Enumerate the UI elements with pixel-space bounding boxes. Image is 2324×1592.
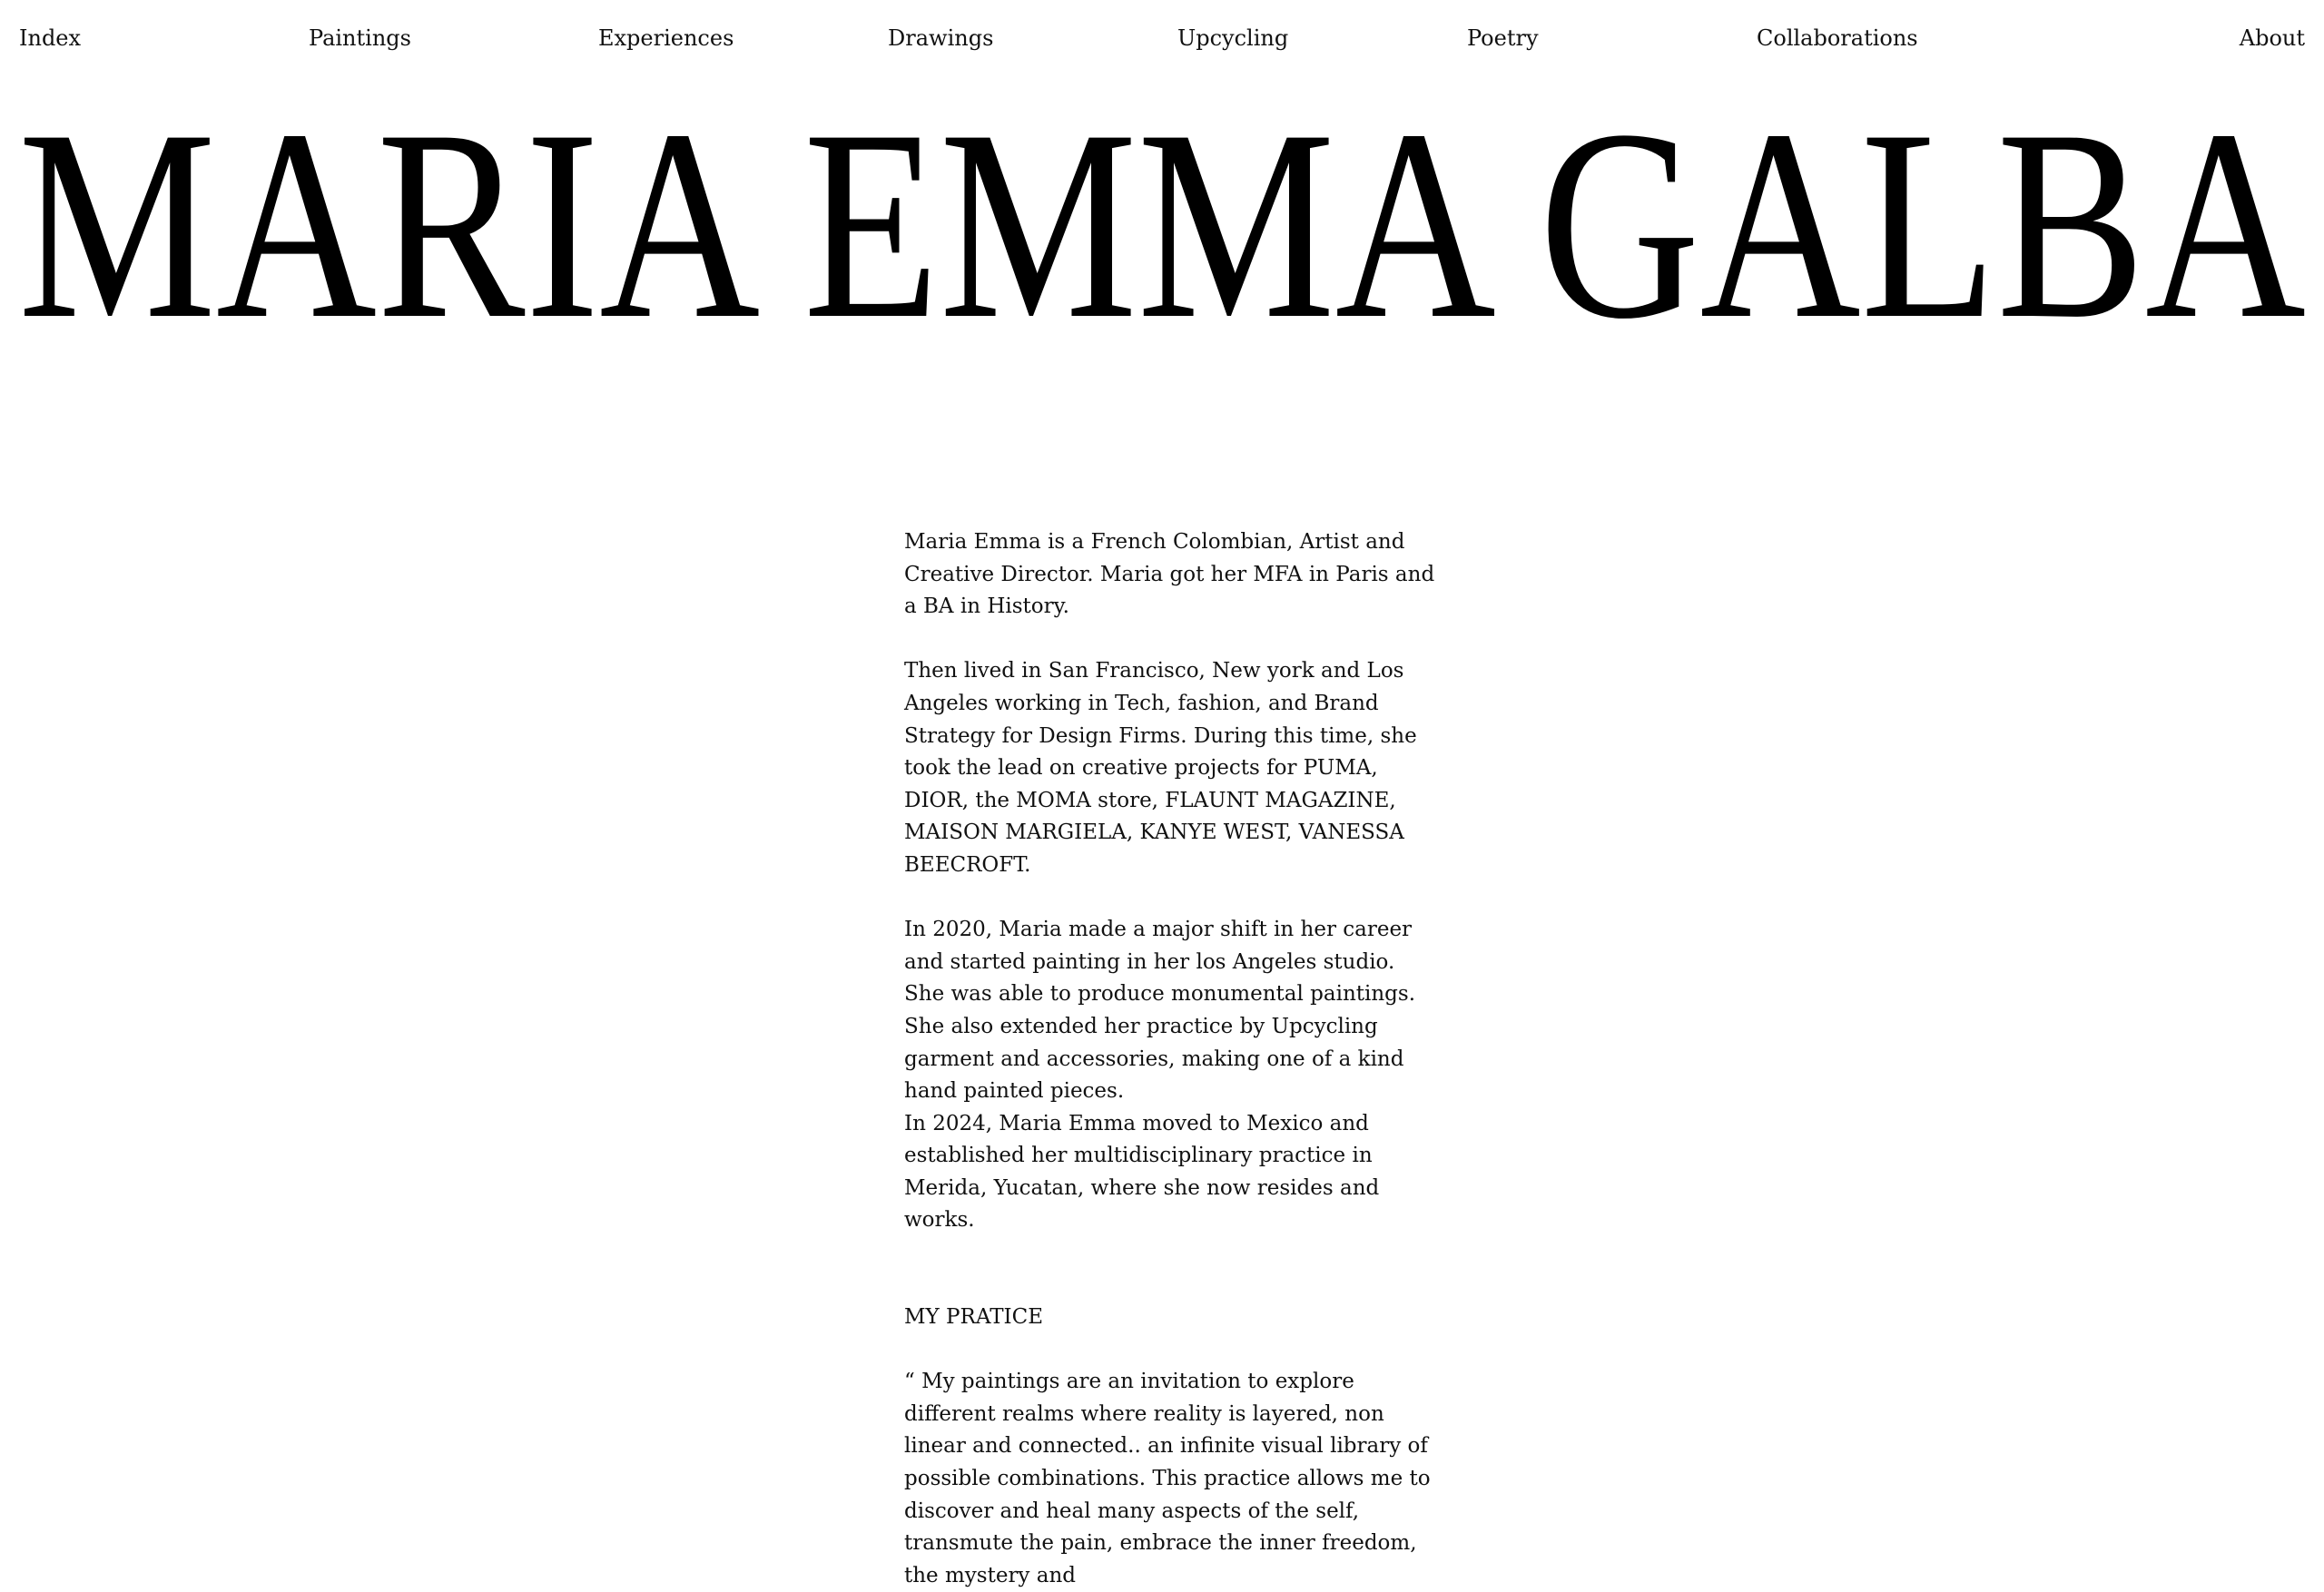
about-shift-paragraph: In 2020, Maria made a major shift in her career and started painting in her los Angeles studio. She was able to produce monumental paintings. She also extended her practice by Upcycling garment and accessories, making one of a kind hand painted pieces. bbox=[904, 918, 1416, 1104]
practice-quote-paragraph: “ My paintings are an invitation to explore different realms where reality is layered, non linear and connected.. an infinite visual library of possible combinations. This practice allows me to discover and heal many aspects of the self, transmute the pain, embrace the inner freedom, the mystery and bbox=[904, 1370, 1431, 1587]
section-spacer bbox=[904, 1237, 1440, 1302]
nav-link-drawings[interactable]: Drawings bbox=[888, 25, 994, 51]
paragraph-spacer bbox=[904, 1334, 1440, 1367]
practice-heading: MY PRATICE bbox=[904, 1305, 1044, 1330]
paragraph-spacer bbox=[904, 882, 1440, 915]
artist-name-svg bbox=[0, 74, 2324, 375]
nav-link-paintings[interactable]: Paintings bbox=[309, 25, 411, 51]
top-navigation bbox=[0, 0, 2324, 76]
nav-link-poetry[interactable]: Poetry bbox=[1467, 25, 1539, 51]
artist-name-title: MARIA EMMA GALBA bbox=[18, 74, 2306, 375]
nav-link-index[interactable]: Index bbox=[19, 25, 82, 51]
nav-link-collaborations[interactable]: Collaborations bbox=[1757, 25, 1918, 51]
artist-name-header bbox=[0, 74, 2324, 375]
nav-link-experiences[interactable]: Experiences bbox=[598, 25, 734, 51]
about-career-paragraph: Then lived in San Francisco, New york and Los Angeles working in Tech, fashion, and Brand Strategy for Design Firms. During this time, she took the lead on creative projects for PUMA, DIOR, the MOMA store, FLAUNT MAGAZINE, MAISON MARGIELA, KANYE WEST, VANESSA BEECROFT. bbox=[904, 659, 1417, 877]
nav-link-upcycling[interactable]: Upcycling bbox=[1177, 25, 1289, 51]
about-mexico-paragraph: In 2024, Maria Emma moved to Mexico and established her multidisciplinary practice in Merida, Yucatan, where she now resides and works. bbox=[904, 1111, 1380, 1233]
about-content bbox=[904, 526, 1440, 1592]
about-intro-paragraph: Maria Emma is a French Colombian, Artist and Creative Director. Maria got her MFA in Paris and a BA in History. bbox=[904, 530, 1435, 619]
nav-link-about[interactable]: About bbox=[2239, 25, 2305, 51]
paragraph-spacer bbox=[904, 624, 1440, 656]
